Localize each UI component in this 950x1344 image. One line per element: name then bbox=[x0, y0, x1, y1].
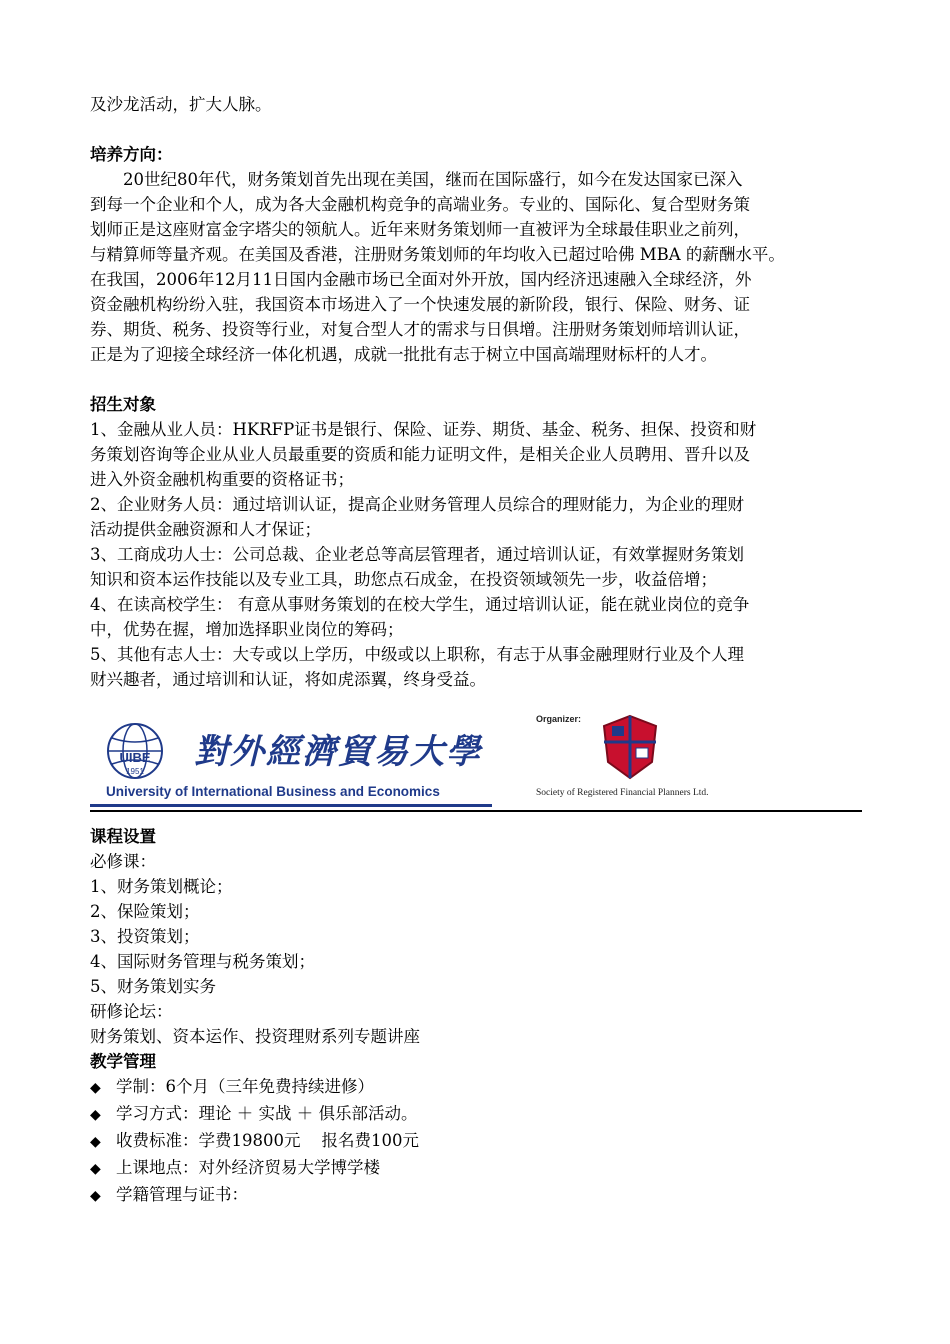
admission-line: 活动提供金融资源和人才保证； bbox=[90, 520, 321, 539]
management-item bbox=[90, 1128, 862, 1155]
forum-topics: 财务策划、资本运作、投资理财系列专题讲座 bbox=[90, 1027, 420, 1046]
management-item-text: 上课地点：对外经济贸易大学博学楼 bbox=[116, 1158, 380, 1177]
uibe-underline bbox=[90, 804, 492, 807]
admission-line: 3、工商成功人士：公司总裁、企业老总等高层管理者，通过培训认证，有效掌握财务策划 bbox=[90, 545, 744, 564]
course-heading: 课程设置 bbox=[90, 827, 156, 846]
management-item bbox=[90, 1155, 862, 1182]
admission-line: 4、在读高校学生： 有意从事财务策划的在校大学生，通过培训认证，能在就业岗位的竞争 bbox=[90, 595, 750, 614]
admission-line: 知识和资本运作技能以及专业工具，助您点石成金，在投资领域领先一步，收益倍增； bbox=[90, 570, 717, 589]
admission-line: 2、企业财务人员：通过培训认证，提高企业财务管理人员综合的理财能力，为企业的理财 bbox=[90, 495, 744, 514]
required-course: 1、财务策划概论； bbox=[90, 877, 233, 896]
organizer-name: Society of Registered Financial Planners Ltd. bbox=[536, 788, 709, 798]
logo-banner bbox=[90, 710, 862, 812]
uibe-chinese-name: 對外經濟貿易大學 bbox=[194, 732, 482, 772]
admission-heading: 招生对象 bbox=[90, 395, 156, 414]
direction-line: 划师正是这座财富金字塔尖的领航人。近年来财务策划师一直被评为全球最佳职业之前列， bbox=[90, 220, 750, 239]
management-item-text: 收费标准：学费19800元 报名费100元 bbox=[116, 1131, 419, 1150]
required-course: 4、国际财务管理与税务策划； bbox=[90, 952, 315, 971]
uibe-abbr: UIBE bbox=[119, 750, 151, 765]
management-item-text: 学制：6个月（三年免费持续进修） bbox=[116, 1077, 374, 1096]
diamond-bullet-icon: ◆ bbox=[90, 1107, 101, 1123]
direction-line: 与精算师等量齐观。在美国及香港，注册财务策划师的年均收入已超过哈佛 MBA 的薪酬水平。 bbox=[90, 245, 785, 264]
direction-line: 在我国，2006年12月11日国内金融市场已全面对外开放，国内经济迅速融入全球经济，外 bbox=[90, 270, 752, 289]
direction-heading: 培养方向： bbox=[90, 145, 173, 164]
uibe-year: 1951 bbox=[126, 767, 144, 776]
diamond-bullet-icon: ◆ bbox=[90, 1080, 101, 1096]
required-course: 3、投资策划； bbox=[90, 927, 200, 946]
diamond-bullet-icon: ◆ bbox=[90, 1161, 101, 1177]
management-item bbox=[90, 1182, 862, 1209]
admission-line: 中，优势在握，增加选择职业岗位的筹码； bbox=[90, 620, 404, 639]
uibe-english-name: University of International Business and Economics bbox=[106, 784, 440, 799]
management-item-text: 学习方式：理论 ＋ 实战 ＋ 俱乐部活动。 bbox=[116, 1104, 418, 1123]
direction-line: 20世纪80年代，财务策划首先出现在美国，继而在国际盛行，如今在发达国家已深入 bbox=[123, 170, 743, 189]
admission-line: 1、金融从业人员：HKRFP证书是银行、保险、证券、期货、基金、税务、担保、投资和财 bbox=[90, 420, 757, 439]
required-course: 2、保险策划； bbox=[90, 902, 200, 921]
direction-line: 到每一个企业和个人，成为各大金融机构竞争的高端业务。专业的、国际化、复合型财务策 bbox=[90, 195, 750, 214]
direction-line: 资金融机构纷纷入驻，我国资本市场进入了一个快速发展的新阶段，银行、保险、财务、证 bbox=[90, 295, 750, 314]
admission-line: 务策划咨询等企业从业人员最重要的资质和能力证明文件，是相关企业人员聘用、晋升以及 bbox=[90, 445, 750, 464]
admission-line: 5、其他有志人士：大专或以上学历，中级或以上职称，有志于从事金融理财行业及个人理 bbox=[90, 645, 744, 664]
direction-line: 券、期货、税务、投资等行业，对复合型人才的需求与日俱增。注册财务策划师培训认证， bbox=[90, 320, 750, 339]
management-item bbox=[90, 1074, 862, 1101]
direction-line: 正是为了迎接全球经济一体化机遇，成就一批批有志于树立中国高端理财标杆的人才。 bbox=[90, 345, 717, 364]
diamond-bullet-icon: ◆ bbox=[90, 1134, 101, 1150]
srfp-crest-logo bbox=[598, 712, 662, 784]
admission-line: 财兴趣者，通过培训和认证，将如虎添翼，终身受益。 bbox=[90, 670, 486, 689]
required-label: 必修课： bbox=[90, 852, 156, 871]
management-item-text: 学籍管理与证书： bbox=[116, 1185, 248, 1204]
uibe-globe-logo bbox=[104, 720, 166, 782]
admission-line: 进入外资金融机构重要的资格证书； bbox=[90, 470, 354, 489]
organizer-label: Organizer: bbox=[536, 714, 582, 724]
management-item bbox=[90, 1101, 862, 1128]
management-heading: 教学管理 bbox=[90, 1052, 156, 1071]
forum-label: 研修论坛： bbox=[90, 1002, 173, 1021]
document-page bbox=[90, 92, 862, 1209]
intro-tail: 及沙龙活动，扩大人脉。 bbox=[90, 95, 272, 114]
diamond-bullet-icon: ◆ bbox=[90, 1188, 101, 1204]
required-course: 5、财务策划实务 bbox=[90, 977, 216, 996]
